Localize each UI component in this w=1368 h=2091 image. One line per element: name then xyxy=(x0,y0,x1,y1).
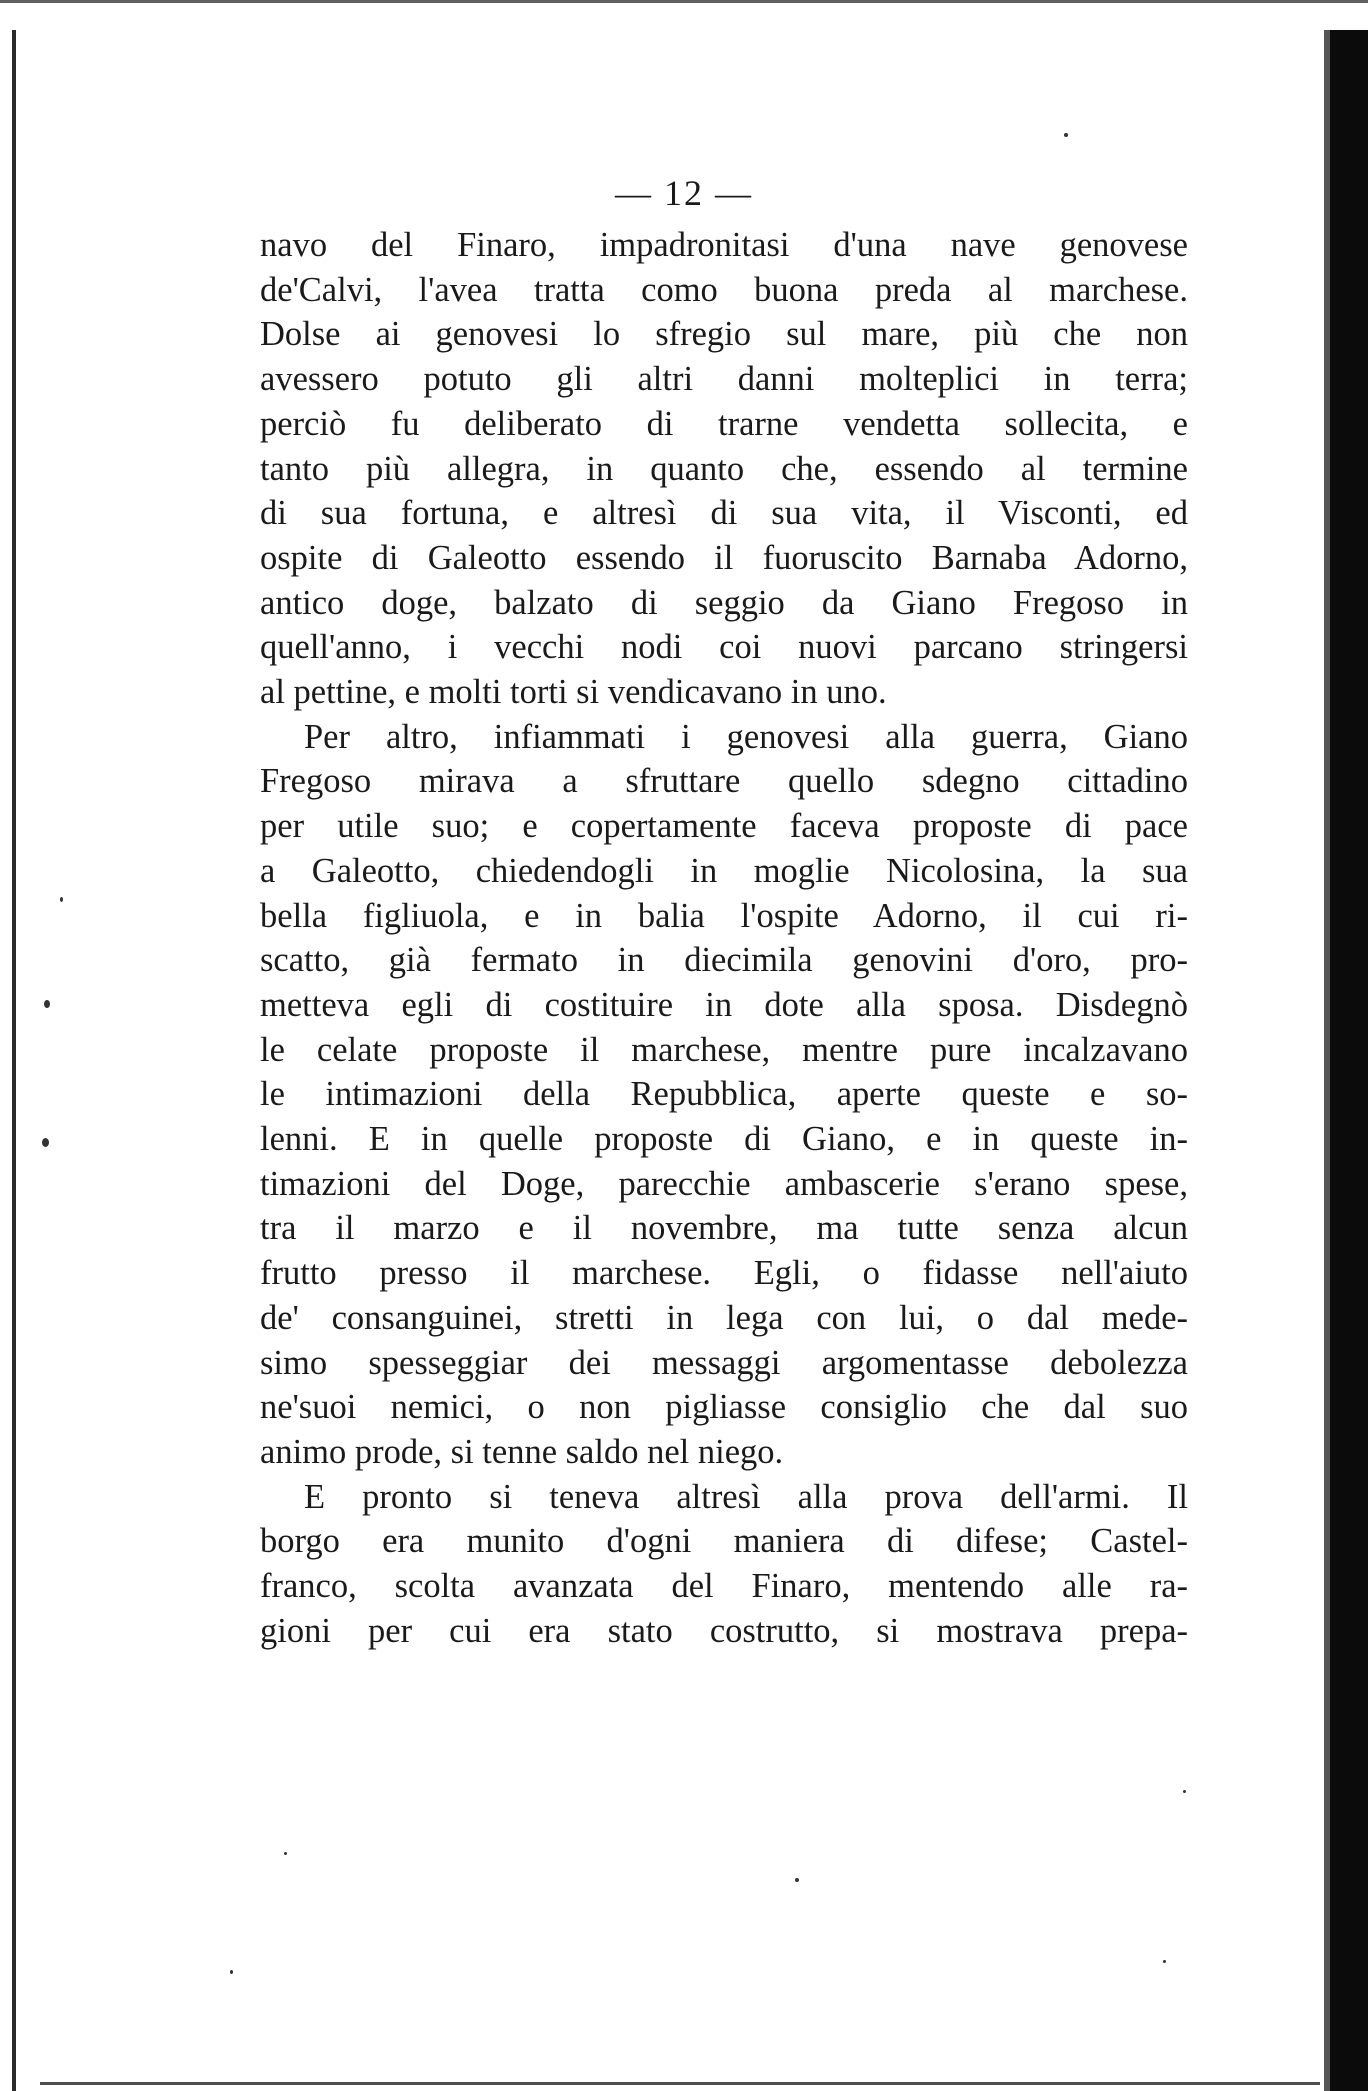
text-line: timazioni del Doge, parecchie ambascerie s'erano spese, xyxy=(260,1164,1188,1203)
scan-speck xyxy=(1163,1960,1166,1963)
scan-speck xyxy=(230,1970,233,1974)
paragraph-end-line: al pettine, e molti torti si vendicavano in uno. xyxy=(260,673,887,712)
text-line: a Galeotto, chiedendogli in moglie Nicolosina, la sua xyxy=(260,851,1188,890)
text-line: metteva egli di costituire in dote alla sposa. Disdegnò xyxy=(260,985,1188,1024)
text-line: ospite di Galeotto essendo il fuoruscito Barnaba Adorno, xyxy=(260,538,1188,577)
scan-speck xyxy=(1064,133,1068,137)
text-line: de'Calvi, l'avea tratta como buona preda al marchese. xyxy=(260,270,1188,309)
paragraph-first-line: E pronto si teneva altresì alla prova dell'armi. Il xyxy=(304,1477,1188,1516)
text-line: di sua fortuna, e altresì di sua vita, il Visconti, ed xyxy=(260,494,1188,533)
text-line: frutto presso il marchese. Egli, o fidasse nell'aiuto xyxy=(260,1254,1188,1293)
text-line: navo del Finaro, impadronitasi d'una nave genovese xyxy=(260,226,1188,264)
text-line: le celate proposte il marchese, mentre pure incalzavano xyxy=(260,1030,1188,1069)
binding-shadow xyxy=(1324,30,1368,2091)
scan-speck xyxy=(44,1000,50,1008)
text-line: scatto, già fermato in diecimila genovini d'oro, pro- xyxy=(260,941,1188,980)
scan-speck xyxy=(284,1852,287,1855)
text-line: bella figliuola, e in balia l'ospite Adorno, il cui ri- xyxy=(260,896,1188,935)
text-line: gioni per cui era stato costrutto, si mostrava prepa- xyxy=(260,1611,1188,1650)
page-number: — 12 — xyxy=(615,173,753,213)
text-line: lenni. E in quelle proposte di Giano, e in queste in- xyxy=(260,1120,1188,1159)
text-line: Dolse ai genovesi lo sfregio sul mare, più che non xyxy=(260,315,1188,354)
text-line: borgo era munito d'ogni maniera di difese; Castel- xyxy=(260,1522,1188,1561)
text-line: Fregoso mirava a sfruttare quello sdegno cittadino xyxy=(260,762,1188,801)
text-line: tra il marzo e il novembre, ma tutte senza alcun xyxy=(260,1209,1188,1248)
paragraph-first-line: Per altro, infiammati i genovesi alla guerra, Giano xyxy=(304,717,1188,756)
bottom-edge-rule xyxy=(40,2082,1320,2085)
text-line: de' consanguinei, stretti in lega con lui, o dal mede- xyxy=(260,1298,1188,1337)
text-line: simo spesseggiar dei messaggi argomentasse debolezza xyxy=(260,1343,1188,1382)
scan-speck xyxy=(42,1138,49,1147)
body-text xyxy=(260,223,1188,1654)
text-line: antico doge, balzato di seggio da Giano Fregoso in xyxy=(260,583,1188,622)
text-line: quell'anno, i vecchi nodi coi nuovi parcano stringersi xyxy=(260,628,1188,667)
paragraph-end-line: animo prode, si tenne saldo nel niego. xyxy=(260,1432,784,1471)
text-line: perciò fu deliberato di trarne vendetta sollecita, e xyxy=(260,404,1188,443)
scan-speck xyxy=(1183,1790,1186,1793)
text-line: tanto più allegra, in quanto che, essendo al termine xyxy=(260,449,1188,488)
text-line: ne'suoi nemici, o non pigliasse consiglio che dal suo xyxy=(260,1388,1188,1427)
text-line: per utile suo; e copertamente faceva proposte di pace xyxy=(260,807,1188,846)
text-line: franco, scolta avanzata del Finaro, mentendo alle ra- xyxy=(260,1567,1188,1606)
text-line: le intimazioni della Repubblica, aperte queste e so- xyxy=(260,1075,1188,1114)
text-line: avessero potuto gli altri danni molteplici in terra; xyxy=(260,360,1188,399)
left-margin-rule xyxy=(12,30,16,2091)
scan-speck xyxy=(795,1878,799,1882)
scan-speck xyxy=(60,897,63,902)
top-edge-rule xyxy=(0,0,1368,3)
